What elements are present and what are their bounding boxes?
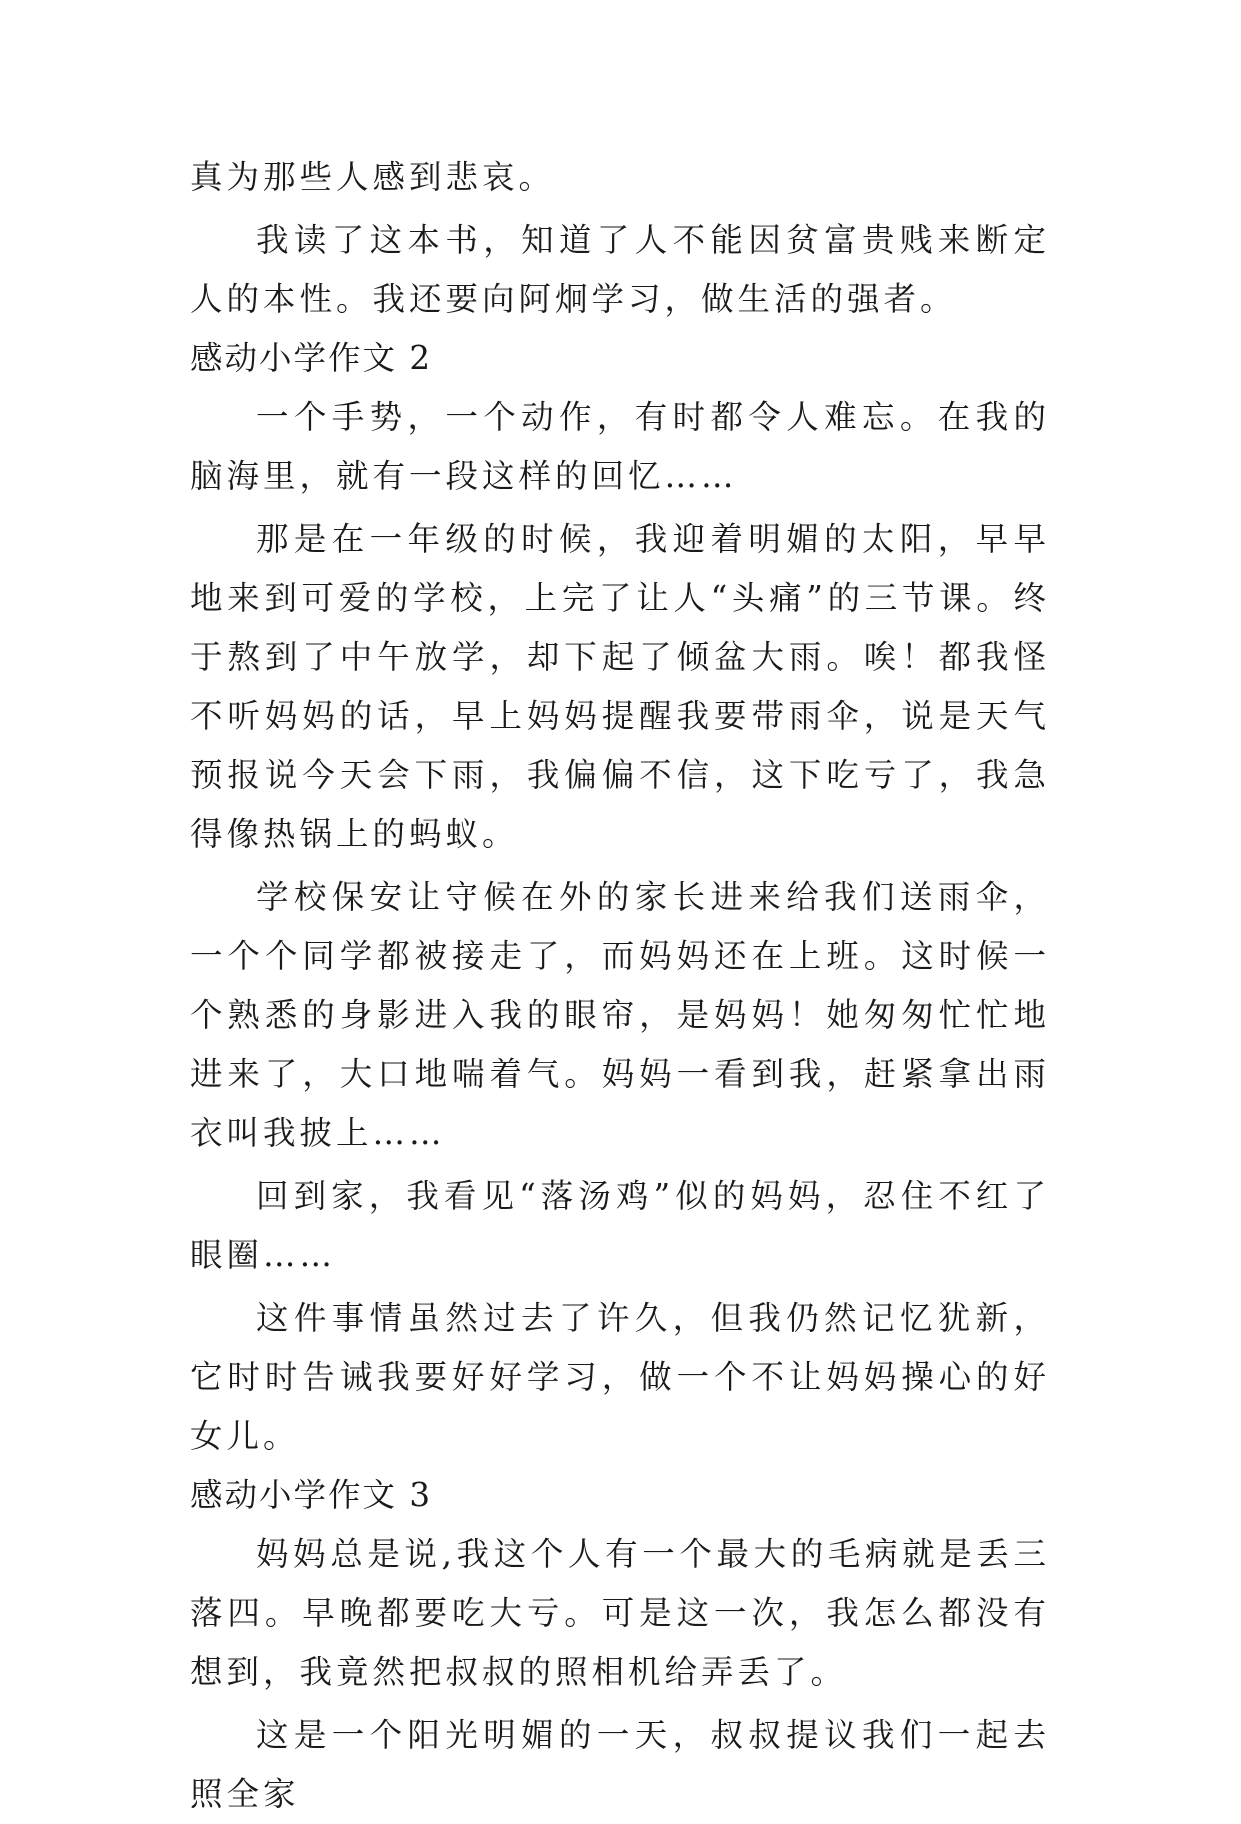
paragraph-2: 我读了这本书，知道了人不能因贫富贵贱来断定人的本性。我还要向阿炯学习，做生活的强者。	[190, 221, 1050, 318]
paragraph-1: 真为那些人感到悲哀。	[190, 158, 556, 196]
paragraph-4: 那是在一年级的时候，我迎着明媚的太阳，早早地来到可爱的学校，上完了让人“头痛”的三节课。终于熬到了中午放学，却下起了倾盆大雨。唉！都我怪不听妈妈的话，早上妈妈提醒我要带雨伞，说是天气预报说今天会下雨，我偏偏不信，这下吃亏了，我急得像热锅上的蚂蚁。	[190, 520, 1050, 853]
paragraph-5: 学校保安让守候在外的家长进来给我们送雨伞，一个个同学都被接走了，而妈妈还在上班。这时候一个熟悉的身影进入我的眼帘，是妈妈！她匆匆忙忙地进来了，大口地喘着气。妈妈一看到我，赶紧拿出雨衣叫我披上……	[190, 878, 1050, 1152]
essay-heading-2: 感动小学作文 2	[190, 339, 433, 377]
document-page	[190, 148, 1050, 1824]
essay-heading-3: 感动小学作文 3	[190, 1476, 433, 1514]
paragraph-9: 这是一个阳光明媚的一天，叔叔提议我们一起去照全家	[190, 1716, 1050, 1813]
paragraph-8: 妈妈总是说,我这个人有一个最大的毛病就是丢三落四。早晚都要吃大亏。可是这一次，我怎么都没有想到，我竟然把叔叔的照相机给弄丢了。	[190, 1535, 1050, 1691]
paragraph-6: 回到家，我看见“落汤鸡”似的妈妈，忍住不红了眼圈……	[190, 1177, 1050, 1274]
paragraph-3: 一个手势，一个动作，有时都令人难忘。在我的脑海里，就有一段这样的回忆……	[190, 398, 1050, 495]
paragraph-7: 这件事情虽然过去了许久，但我仍然记忆犹新，它时时告诫我要好好学习，做一个不让妈妈操心的好女儿。	[190, 1299, 1050, 1455]
